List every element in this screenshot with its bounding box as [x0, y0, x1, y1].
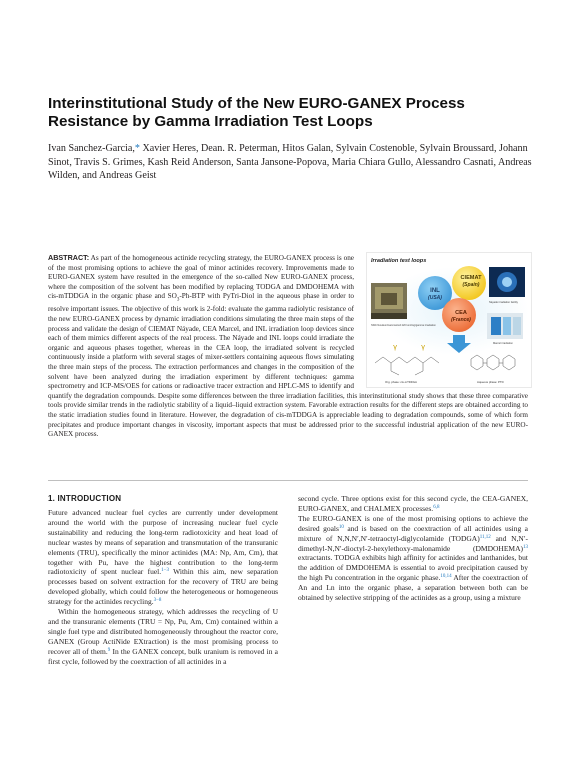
gammacell-photo [371, 283, 407, 319]
caption-marcel: Marcel irradiation [493, 342, 513, 345]
inl-country: (USA) [428, 295, 442, 301]
abstract-text-a: As part of the homogeneous actinide recycling strategy, the EURO-GANEX process is one of the most promising options to achieve the goal of minor actinides recovery. Improvements made to EURO-GANEX system have resulted in the emergence of the so-called New EURO-GANEX process, where the composition of the solvent has been modified by replacing TODGA and DMDOHEMA with cis-mTDDGA in the organic phase and SO [48, 254, 354, 301]
intro-r2-text: The EURO-GANEX is one of the most promising options to achieve the desired goals [298, 513, 528, 533]
intro-r2e-text: After the coextraction of An and Ln into the organic phase, a separation between both can be obtained by selective stripping of the actinides as a group, using a mixture [298, 573, 528, 603]
citation-1-3[interactable]: 1−3 [161, 568, 169, 574]
intro-p2b-text: In the GANEX concept, bulk uranium is removed in a first cycle, followed by the coextraction of all actinides in a [48, 646, 278, 666]
cea-country: (France) [451, 317, 471, 323]
author-list [48, 142, 538, 183]
marcel-photo [487, 313, 523, 339]
intro-p1-text: Future advanced nuclear fuel cycles are currently under development around the world with the purpose of increasing nuclear fuel cycle sustainability and reducing the long-term radiotoxicity and heat load of nuclear wastes by means of separation and transmutation of the transuranic elements (TRU), specifically the minor actinides (MA: Np, Am, Cm), that together with Pu, have the highest contribution to the long-term radiotoxicity of spent nuclear fuel. [48, 508, 278, 577]
intro-r2b-text: and is based on the coextraction of all actinides using a mixture of N,N,N′,N′-tetraoctyl-diglycolamide (TODGA) [298, 523, 528, 543]
nayade-photo [489, 267, 525, 297]
toc-illustration [367, 253, 531, 387]
intro-paragraph-2 [48, 607, 278, 666]
citation-13[interactable]: 13 [523, 544, 528, 550]
gamma-symbol-left: γ [393, 343, 398, 351]
intro-p1b-text: Within this aim, new separation processes based on solvent extraction for the recovery of TRU are being developed globally, which could follow the heterogeneous or homogeneous strategy for the actinides recycling. [48, 567, 279, 607]
citation-10-14[interactable]: 10,14 [440, 574, 452, 580]
citation-9[interactable]: 9 [107, 647, 111, 653]
caption-organic: Org. phase: cis-mTDDGA [385, 380, 417, 384]
abstract-label: ABSTRACT: [48, 253, 90, 262]
ciemat-label: CIEMAT [460, 275, 482, 281]
intro-r2c-text: and N,N′-dimethyl-N,N′-dioctyl-2-hexylethoxy-malonamide (DMDOHEMA) [298, 533, 528, 553]
section-divider [48, 480, 528, 481]
caption-nayade: Náyade irradiation facility [489, 301, 518, 304]
citation-3-8[interactable]: 3−8 [153, 598, 162, 604]
gamma-symbol-right: γ [421, 343, 426, 351]
left-column [48, 508, 278, 667]
toc-graphic [366, 252, 532, 388]
cea-label: CEA [455, 310, 467, 316]
intro-paragraph-1 [48, 508, 278, 607]
citation-6-8[interactable]: 6,8 [433, 504, 440, 510]
paper-title: Interinstitutional Study of the New EURO-GANEX Process Resistance by Gamma Irradiation Test Loops [48, 95, 465, 130]
first-author: Ivan Sanchez-Garcia, [48, 143, 135, 154]
intro-r1-text: second cycle. Three options exist for this second cycle, the CEA-GANEX, EURO-GANEX, and CHALMEX processes. [298, 494, 528, 513]
intro-paragraph-3 [298, 494, 528, 514]
caption-aqueous: Aqueous phase: PTD [477, 380, 504, 384]
other-authors: Xavier Heres, Dean. R. Peterman, Hitos Galan, Sylvain Costenoble, Sylvain Broussard, Johann Sinot, Travis S. Grimes, Kash Reid Anderson, Santa Jansone-Popova, Maria Chiara Gullo, Alessandro Casnati, Andreas Wilden, and Andreas Geist [48, 143, 532, 181]
abstract-subscript: 3 [176, 297, 180, 303]
ciemat-country: (Spain) [462, 282, 480, 288]
toc-heading: Irradiation test loops [371, 258, 427, 264]
abstract-text-b: -Ph-BTP with PyTri-Diol in the aqueous phase in order to resolve important issues. The objective of this work is 2-fold: evaluate the gamma radiolytic resistance of the new EURO-GANEX process by dynamic irradiation conditions simulating the three main steps of the process and validate the design of CIEMAT Náyade, CEA Marcel, and INL irradiation loop devices since each of them mimics different aspects of the real process. The Náyade and INL loops could irradiate the organic and aqueous phases together, whereas in the CEA loop, the irradiated solvent is recycled continuously inside a platform with several stages of mixer-settlers containing aqueous flows simulating the three main steps of the process. The extraction performances and changes in the composition of the solvent have been analyzed during the irradiation experiment by different techniques: gamma spectrometry and ICP-MS/OES for cations or radioactive tracer extraction and HPLC-MS to identify and quantify the degradation compounds. Despite some differences between the three irradiation facilities, this interinstitutional study shows that these three comparative tools provide similar trends in the radiolytic stability of a liquid–liquid extraction system. Favorable extraction results for the different steps are obtained according to the static irradiation studies found in literature. However, the degradation of cis-mTDDGA is appreciable leading to degradation compounds, some of which form precipitates and produce important changes in viscosity, important aspects that must be addressed prior to the successful industrial application of the new EURO-GANEX process. [48, 292, 528, 439]
corresponding-author-mark[interactable]: * [134, 143, 140, 154]
intro-p2-text: Within the homogeneous strategy, which addresses the recycling of U and the transuranic elements (TRU = Np, Pu, Am, Cm) contained within a single fuel type and distributed homogeneously throughout the reactor core, GANEX (Group ActiNide EXtraction) is the most promising process to recover all of them. [48, 607, 278, 656]
intro-r2d-text: extractants. TODGA exhibits high affinity for actinides and lanthanides, but the addition of DMDOHEMA is essential to avoid precipitation caused by the high Pu concentration in the organic phase. [298, 553, 528, 583]
inl-label: INL [430, 288, 440, 294]
caption-gammacell: SSDi Navision/GammaCell 220 Ionizing/gamma irradiation [371, 324, 436, 327]
citation-10[interactable]: 10 [338, 524, 344, 530]
section-heading-introduction: 1. INTRODUCTION [48, 494, 122, 503]
right-column [298, 494, 528, 603]
intro-paragraph-4 [298, 514, 528, 603]
citation-11-12[interactable]: 11,12 [479, 534, 491, 540]
